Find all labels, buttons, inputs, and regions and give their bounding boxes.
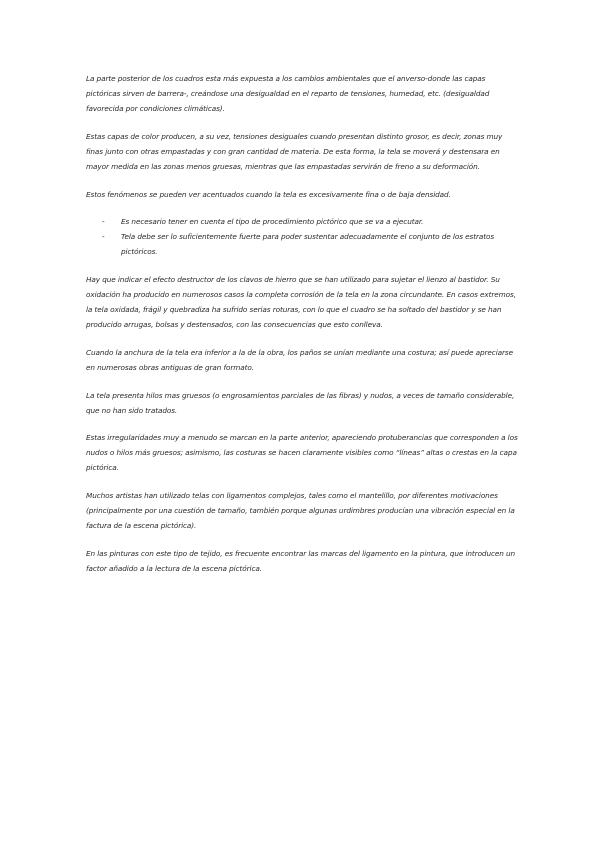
paragraph-1: La parte posterior de los cuadros esta más expuesta a los cambios ambientales que el anverso-donde las capas pictóricas sirven de barrera-, creándose una desigualdad en el reparto de tensiones, humedad, etc. (desigualdad favorecida por condiciones climáticas). <box>86 74 490 114</box>
paragraph-5: Cuando la anchura de la tela era inferior a la de la obra, los paños se unían mediante una costura; así puede apreciarse en numerosas obras antiguas de gran formato. <box>86 347 514 372</box>
paragraph-6: La tela presenta hilos mas gruesos (o engrosamientos parciales de las fibras) y nudos, a veces de tamaño considerable, que no han sido tratados. <box>86 390 515 415</box>
list-item-text: Tela debe ser lo suficientemente fuerte para poder sustentar adecuadamente el conjunto de los estratos pictóricos. <box>121 232 495 257</box>
bullet-dash-icon: - <box>102 232 105 242</box>
bullet-list <box>86 214 519 259</box>
list-item <box>86 214 519 229</box>
paragraph-4: Hay que indicar el efecto destructor de los clavos de hierro que se han utilizado para sujetar el lienzo al bastidor. Su oxidación ha producido en numerosos casos la completa corrosión de la tela en la zona circundante. En casos extremos, la tela oxidada, frágil y quebradiza ha sufrido serias roturas, con lo que el cuadro se ha soltado del bastidor y se han producido arrugas, bolsas y destensados, con las consecuencias que esto conlleva. <box>86 274 516 330</box>
paragraph-8: Muchos artistas han utilizado telas con ligamentos complejos, tales como el mantelillo, por diferentes motivaciones (principalmente por una cuestión de tamaño, también porque algunas urdimbres producían una vibración especial en la factura de la escena pictórica). <box>86 490 515 531</box>
paragraph-2: Estas capas de color producen, a su vez, tensiones desiguales cuando presentan distinto grosor, es decir, zonas muy finas junto con otras empastadas y con gran cantidad de materia. De esta forma, la tela se moverá y destensara en mayor medida en las zonas menos gruesas, mientras que las empastadas servirán de freno a su deformación. <box>86 131 503 171</box>
list-item-text: Es necesario tener en cuenta el tipo de procedimiento pictórico que se va a ejecutar. <box>121 217 424 227</box>
paragraph-3: Estos fenómenos se pueden ver acentuados cuando la tela es excesivamente fina o de baja densidad. <box>86 189 451 199</box>
paragraph-9: En las pinturas con este tipo de tejido, es frecuente encontrar las marcas del ligamento en la pintura, que introducen un factor añadido a la lectura de la escena pictórica. <box>86 548 516 573</box>
bullet-dash-icon: - <box>102 217 105 227</box>
paragraph-7: Estas irregularidades muy a menudo se marcan en la parte anterior, apareciendo protuberancias que corresponden a los nudos o hilos más gruesos; asimismo, las costuras se hacen claramente visibles como “líneas” altas o crestas en la capa pictórica. <box>86 433 518 473</box>
list-item <box>86 229 519 259</box>
